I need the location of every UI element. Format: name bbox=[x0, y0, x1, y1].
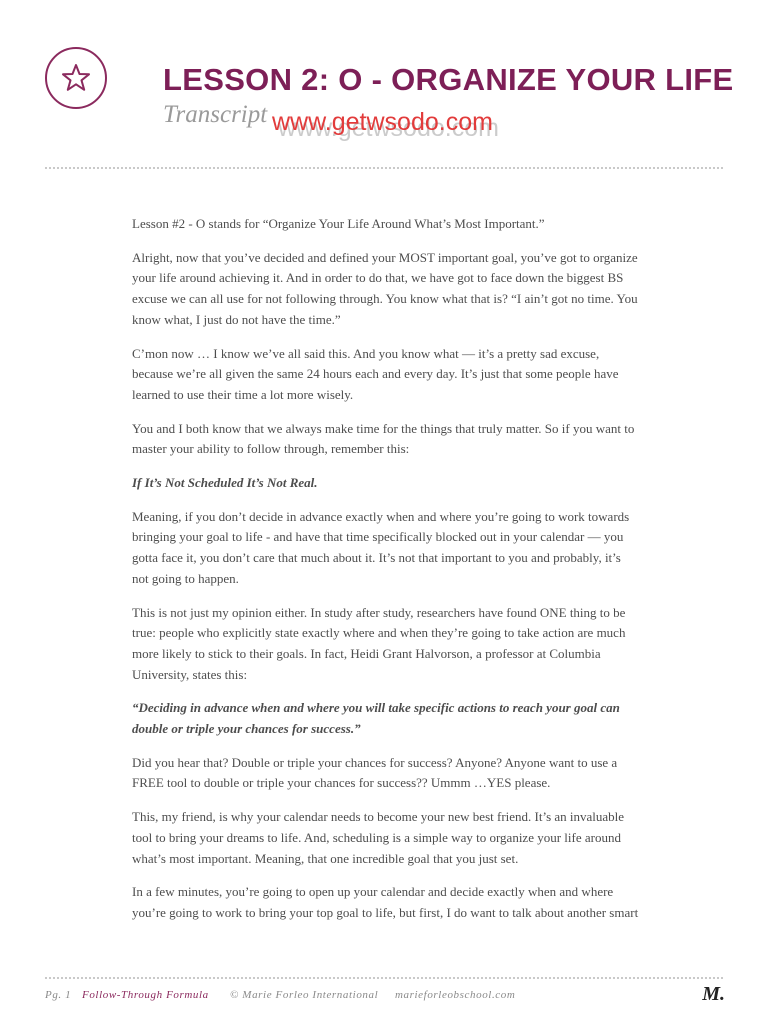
copyright: © Marie Forleo International bbox=[230, 989, 379, 1001]
paragraph: Meaning, if you don’t decide in advance exactly when and where you’re going to work towards bringing your goal to life - and have that time specifically blocked out in your calendar — you gotta face it, you don’t care that much about it. It’s not that important to you and probably, it’s not going to happen. bbox=[132, 508, 630, 586]
paragraph-intro: Lesson #2 - O stands for “Organize Your Life Around What’s Most Important.” bbox=[132, 216, 545, 231]
paragraph: This is not just my opinion either. In study after study, researchers have found ONE thing to be true: people who explicitly state exactly where and when they’re going to take action are much more likely to stick to their goals. In fact, Heidi Grant Halvorson, a professor at Columbia University, states this: bbox=[132, 604, 626, 682]
key-statement: If It’s Not Scheduled It’s Not Real. bbox=[132, 475, 318, 491]
quote: “Deciding in advance when and where you will take specific actions to reach your goal can double or triple your chances for success.” bbox=[132, 700, 620, 737]
course-name: Follow-Through Formula bbox=[82, 989, 209, 1001]
watermark-url: www.getwsodo.com bbox=[272, 108, 493, 136]
star-badge bbox=[45, 47, 107, 109]
page-footer bbox=[45, 983, 725, 1005]
paragraph: This, my friend, is why your calendar needs to become your new best friend. It’s an invaluable tool to bring your dreams to life. And, scheduling is a simple way to organize your life around what’s most important. Meaning, that one incredible goal that you just set. bbox=[132, 809, 625, 866]
page-number: Pg. 1 bbox=[45, 989, 72, 1001]
paragraph: Did you hear that? Double or triple your chances for success? Anyone? Anyone want to use a FREE tool to double or triple your chances for success?? Ummm …YES please. bbox=[132, 754, 618, 791]
star-icon bbox=[59, 61, 93, 95]
header-divider bbox=[45, 167, 723, 169]
footer-divider bbox=[45, 977, 723, 979]
transcript-subtitle: Transcript bbox=[163, 101, 268, 128]
paragraph: Alright, now that you’ve decided and defined your MOST important goal, you’ve got to organize your life around achieving it. And in order to do that, we have got to face down the biggest BS excuse we can all use for not following through. You know what that is? “I ain’t got no time. You know what, I just do not have the time.” bbox=[132, 249, 638, 327]
lesson-title: LESSON 2: O - ORGANIZE YOUR LIFE bbox=[163, 62, 734, 97]
website-link[interactable]: marieforleobschool.com bbox=[395, 989, 516, 1001]
paragraph: In a few minutes, you’re going to open up your calendar and decide exactly when and where you’re going to work to bring your top goal to life, but first, I do want to talk about another smart bbox=[132, 884, 639, 920]
brand-logo: M. bbox=[702, 983, 725, 1005]
transcript-body bbox=[132, 214, 640, 937]
paragraph: C’mon now … I know we’ve all said this. And you know what — it’s a pretty sad excuse, because we’re all given the same 24 hours each and every day. It’s just that some people have learned to use their time a lot more wisely. bbox=[132, 345, 619, 402]
paragraph: You and I both know that we always make time for the things that truly matter. So if you want to master your ability to follow through, remember this: bbox=[132, 420, 635, 457]
